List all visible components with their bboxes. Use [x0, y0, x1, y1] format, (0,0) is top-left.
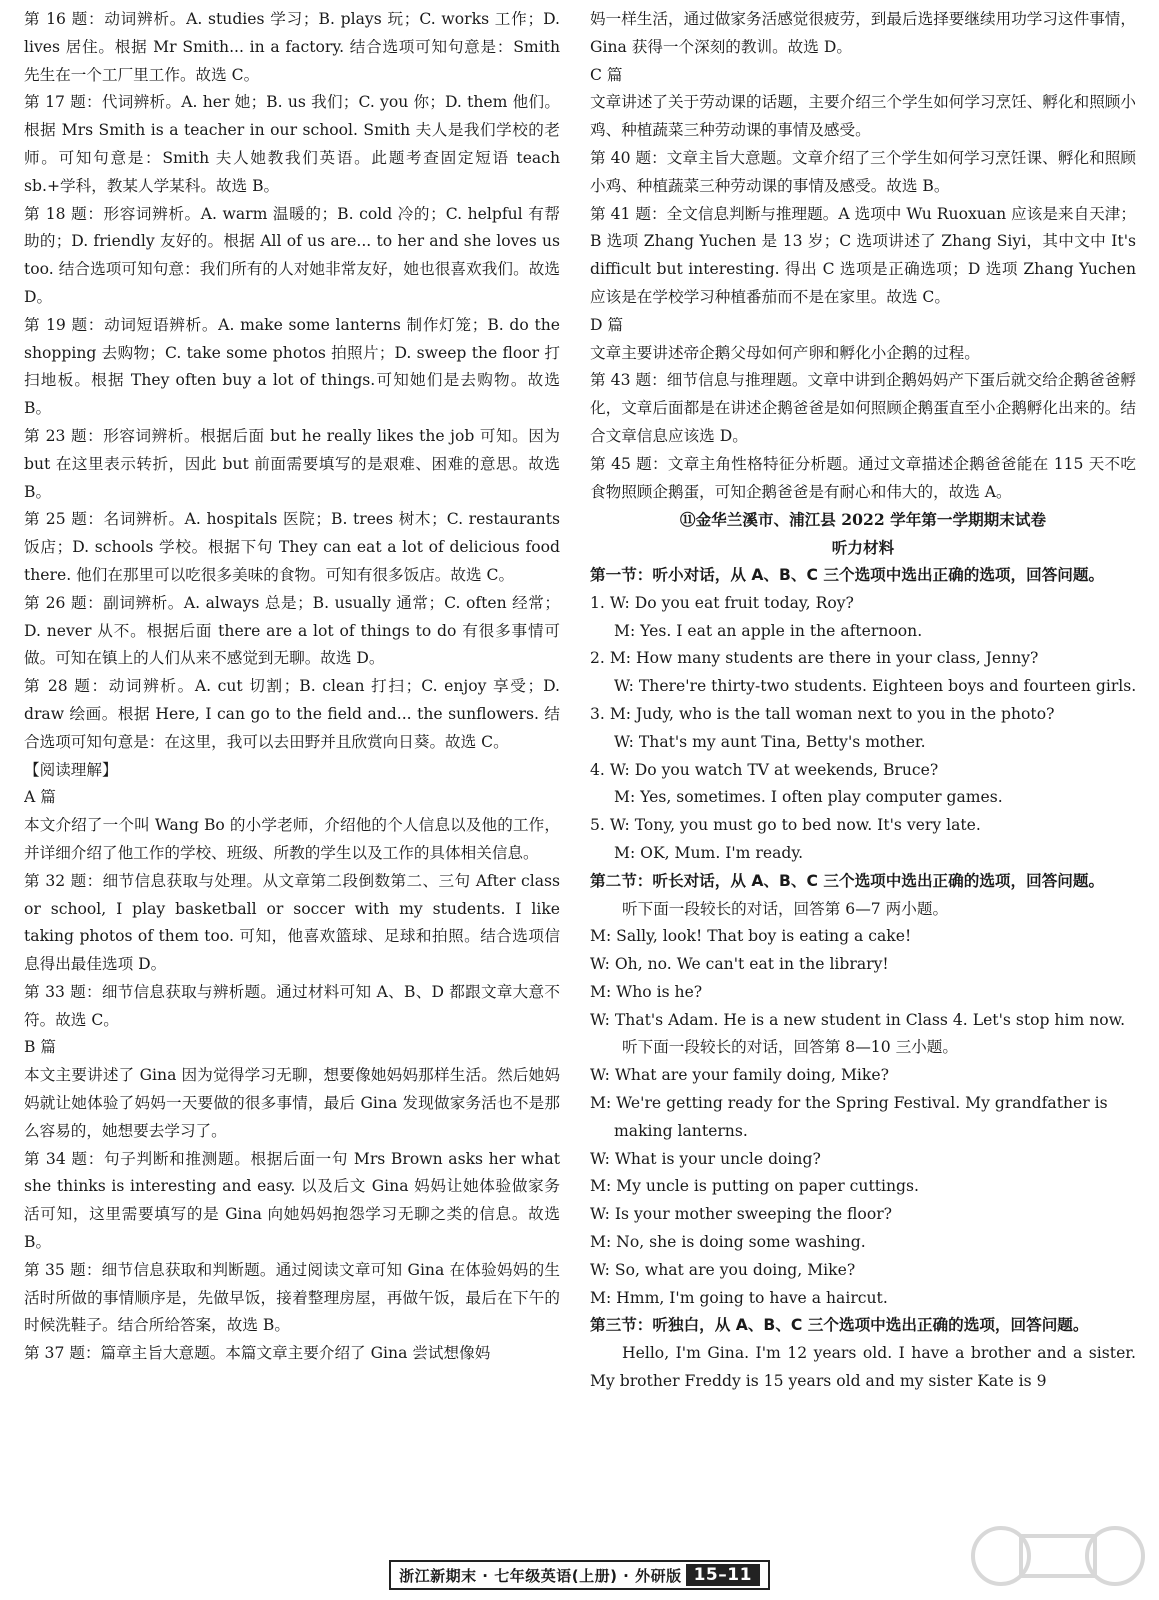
dialog-line: M: Yes, sometimes. I often play computer games.	[614, 788, 1003, 807]
paragraph: 第 23 题：形容词辨析。根据后面 but he really likes the job 可知。因为 but 在这里表示转折，因此 but 前面需要填写的是艰难、困难的意思。故选 B。	[24, 426, 560, 501]
paragraph: 【阅读理解】	[24, 760, 118, 779]
paragraph: 第 16 题：动词辨析。A. studies 学习；B. plays 玩；C. works 工作；D. lives 居住。根据 Mr Smith... in a factory. 结合选项可知句意是：Smith 先生在一个工厂里工作。故选 C。	[24, 10, 560, 84]
dialog-line: W: So, what are you doing, Mike?	[590, 1260, 856, 1279]
paragraph: 本文主要讲述了 Gina 因为觉得学习无聊，想要像她妈妈那样生活。然后她妈妈就让她体验了妈妈一天要做的很多事情，最后 Gina 发现做家务活也不是那么容易的，她想要去学习了。	[24, 1066, 560, 1140]
paragraph: A 篇	[24, 788, 56, 807]
section1-dialogs	[590, 590, 1136, 868]
paragraph: 第 34 题：句子判断和推测题。根据后面一句 Mrs Brown asks her what she thinks is interesting and easy. 以及后文 Gina 妈妈让她体验做家务活可知，这里需要填写的是 Gina 向她妈妈抱怨学习无聊之类的信息。故选 B。	[24, 1149, 560, 1252]
paragraph: 第 37 题：篇章主旨大意题。本篇文章主要介绍了 Gina 尝试想像妈	[24, 1344, 491, 1363]
paragraph: 第 18 题：形容词辨析。A. warm 温暖的；B. cold 冷的；C. helpful 有帮助的；D. friendly 友好的。根据 All of us are... to her and she loves us too. 结合选项可知句意：我们所有的人对她非常友好，她也很喜欢我们。故选 D。	[24, 204, 560, 306]
paragraph: 第 26 题：副词辨析。A. always 总是；B. usually 通常；C. often 经常；D. never 从不。根据后面 there are a lot of things to do 有很多事情可做。可知在镇上的人们从来不感觉到无聊。故选 D。	[24, 593, 560, 668]
dialog-line: 1. W: Do you eat fruit today, Roy?	[590, 593, 854, 612]
paragraph: 文章讲述了关于劳动课的话题，主要介绍三个学生如何学习烹饪、孵化和照顾小鸡、种植蔬菜三种劳动课的事情及感受。	[590, 93, 1136, 140]
exam-subtitle: 听力材料	[831, 538, 895, 558]
paragraph: 第 35 题：细节信息获取和判断题。通过阅读文章可知 Gina 在体验妈妈的生活时所做的事情顺序是，先做早饭，接着整理房屋，再做午饭，最后在下午的时候洗鞋子。结合所给答案，故选 B。	[24, 1260, 560, 1335]
dialog-line: M: No, she is doing some washing.	[590, 1233, 866, 1252]
dialog-line: W: What is your uncle doing?	[590, 1149, 821, 1168]
footer-band	[389, 1560, 770, 1590]
dialog-line: M: Who is he?	[590, 982, 703, 1001]
dialog-line: 2. M: How many students are there in your class, Jenny?	[590, 649, 1039, 668]
dialog-line: W: There're thirty-two students. Eighteen boys and fourteen girls.	[614, 677, 1136, 696]
dialog-line: M: OK, Mum. I'm ready.	[614, 843, 804, 862]
section2-intro-2: 听下面一段较长的对话，回答第 8—10 三小题。	[622, 1038, 958, 1057]
dialog-line: W: That's Adam. He is a new student in Class 4. Let's stop him now.	[590, 1010, 1126, 1029]
section2-title: 第二节：听长对话，从 A、B、C 三个选项中选出正确的选项，回答问题。	[590, 871, 1105, 890]
dialog-line: M: Hmm, I'm going to have a haircut.	[590, 1288, 888, 1307]
section3-monologue: Hello, I'm Gina. I'm 12 years old. I have a brother and a sister. My brother Freddy is 15 years old and my sister Kate is 9	[590, 1344, 1136, 1391]
watermark-logo	[963, 1522, 1153, 1598]
paragraph: 第 43 题：细节信息与推理题。文章中讲到企鹅妈妈产下蛋后就交给企鹅爸爸孵化，文章后面都是在讲述企鹅爸爸是如何照顾企鹅蛋直至小企鹅孵化出来的。结合文章信息应该选 D。	[590, 371, 1136, 445]
dialog-line: W: What are your family doing, Mike?	[590, 1066, 889, 1085]
paragraph: 第 25 题：名词辨析。A. hospitals 医院；B. trees 树木；C. restaurants 饭店；D. schools 学校。根据下句 They can eat a lot of delicious food there. 他们在那里可以吃很多美味的食物。可知有很多饭店。故选 C。	[24, 510, 560, 584]
paragraph: 文章主要讲述帝企鹅父母如何产卵和孵化小企鹅的过程。	[590, 343, 980, 362]
dialog-line: M: Yes. I eat an apple in the afternoon.	[614, 621, 923, 640]
section1-title: 第一节：听小对话，从 A、B、C 三个选项中选出正确的选项，回答问题。	[590, 565, 1105, 584]
section2-dialog-2	[590, 1062, 1136, 1312]
section2-intro-1: 听下面一段较长的对话，回答第 6—7 两小题。	[622, 899, 949, 918]
dialog-line: W: Is your mother sweeping the floor?	[590, 1205, 893, 1224]
paragraph: B 篇	[24, 1038, 57, 1057]
footer-series: 浙江新期末 · 七年级英语(上册) · 外研版	[399, 1566, 682, 1585]
paragraph: C 篇	[590, 65, 623, 84]
page-number: 15–11	[686, 1564, 760, 1586]
paragraph: 第 19 题：动词短语辨析。A. make some lanterns 制作灯笼；B. do the shopping 去购物；C. take some photos 拍照片；D. sweep the floor 打扫地板。根据 They often buy a lot of things.可知她们是去购物。故选 B。	[24, 315, 560, 418]
paragraph: 本文介绍了一个叫 Wang Bo 的小学老师，介绍他的个人信息以及他的工作，并详细介绍了他工作的学校、班级、所教的学生以及工作的具体相关信息。	[24, 816, 560, 862]
dialog-line: M: My uncle is putting on paper cuttings.	[590, 1177, 919, 1196]
dialog-line: W: That's my aunt Tina, Betty's mother.	[614, 732, 926, 751]
dialog-line: 4. W: Do you watch TV at weekends, Bruce?	[590, 760, 939, 779]
paragraph: 第 28 题：动词辨析。A. cut 切割；B. clean 打扫；C. enjoy 享受；D. draw 绘画。根据 Here, I can go to the field and... the sunflowers. 结合选项可知句意是：在这里，我可以去田野并且欣赏向日葵。故选 C。	[24, 677, 560, 751]
paragraph: 第 45 题：文章主角性格特征分析题。通过文章描述企鹅爸爸能在 115 天不吃食物照顾企鹅蛋，可知企鹅爸爸是有耐心和伟大的，故选 A。	[590, 454, 1136, 501]
exam-title: ⑪金华兰溪市、浦江县 2022 学年第一学期期末试卷	[679, 510, 1047, 530]
right-column	[590, 6, 1136, 1554]
dialog-line: W: Oh, no. We can't eat in the library!	[590, 955, 889, 974]
dialog-line: M: We're getting ready for the Spring Festival. My grandfather is	[590, 1094, 1108, 1113]
paragraph: 第 33 题：细节信息获取与辨析题。通过材料可知 A、B、D 都跟文章大意不符。故选 C。	[24, 982, 560, 1029]
dialog-line: 5. W: Tony, you must go to bed now. It's very late.	[590, 816, 981, 835]
dialog-line: M: Sally, look! That boy is eating a cake!	[590, 927, 912, 946]
section3-title: 第三节：听独白，从 A、B、C 三个选项中选出正确的选项，回答问题。	[590, 1316, 1089, 1335]
paragraph: 妈一样生活，通过做家务活感觉很疲劳，到最后选择要继续用功学习这件事情，Gina 获得一个深刻的教训。故选 D。	[590, 10, 1136, 56]
section2-dialog-1	[590, 923, 1136, 1034]
paragraph: D 篇	[590, 315, 624, 334]
dialog-line: making lanterns.	[614, 1121, 748, 1140]
paragraph: 第 41 题：全文信息判断与推理题。A 选项中 Wu Ruoxuan 应该是来自天津；B 选项 Zhang Yuchen 是 13 岁；C 选项讲述了 Zhang Siyi，其中文中 It's difficult but interesting. 得出 C 选项是正确选项；D 选项 Zhang Yuchen 应该是在学校学习种植番茄而不是在家里。故选 C。	[590, 204, 1136, 306]
left-column	[24, 6, 560, 1554]
dialog-line: 3. M: Judy, who is the tall woman next to you in the photo?	[590, 704, 1055, 723]
right-intro	[590, 6, 1136, 506]
paragraph: 第 32 题：细节信息获取与处理。从文章第二段倒数第二、三句 After class or school, I play basketball or soccer with my students. I like taking photos of them too. 可知，他喜欢篮球、足球和拍照。结合选项信息得出最佳选项 D。	[24, 871, 560, 974]
paragraph: 第 40 题：文章主旨大意题。文章介绍了三个学生如何学习烹饪课、孵化和照顾小鸡、种植蔬菜三种劳动课的事情及感受。故选 B。	[590, 148, 1136, 195]
paragraph: 第 17 题：代词辨析。A. her 她；B. us 我们；C. you 你；D. them 他们。根据 Mrs Smith is a teacher in our school. Smith 夫人是我们学校的老师。可知句意是：Smith 夫人她教我们英语。此题考查固定短语 teach sb.+学科，教某人学某科。故选 B。	[24, 93, 560, 195]
